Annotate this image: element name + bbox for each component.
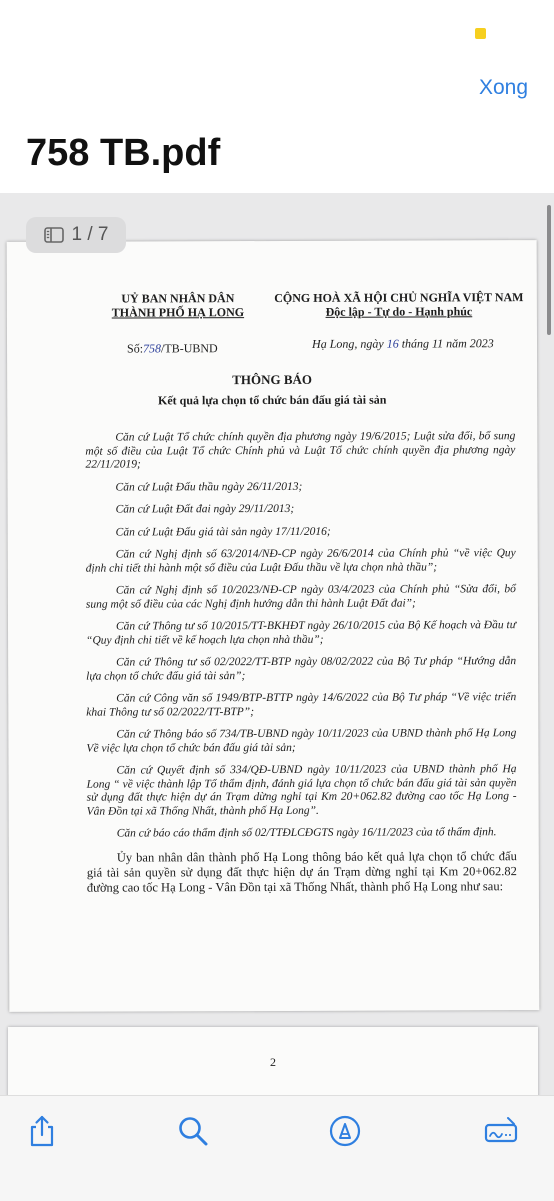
page-indicator-label: 1 / 7 [71, 224, 109, 245]
legal-basis-paragraph: Căn cứ Thông báo số 734/TB-UBND ngày 10/11/2023 của UBND thành phố Hạ Long Về việc lựa chọn tổ chức bán đấu giá tài sản; [86, 727, 517, 755]
doc-number-suffix: /TB-UBND [161, 341, 218, 356]
legal-basis-paragraph: Căn cứ Luật Tổ chức chính quyền địa phương ngày 19/6/2015; Luật sửa đổi, bổ sung một số điều của Luật Tổ chức Chính phủ và Luật Tổ chức chính quyền địa phương ngày 22/11/2019; [85, 430, 516, 471]
pdf-page-2 [8, 1027, 538, 1095]
authority-line-1: UỶ BAN NHÂN DÂN [121, 291, 235, 306]
legal-basis-paragraph: Căn cứ Luật Đấu thầu ngày 26/11/2013; [115, 480, 303, 494]
doc-number-prefix: Số: [127, 341, 144, 356]
pdf-viewer[interactable] [0, 193, 554, 1095]
motto-line: Độc lập - Tự do - Hạnh phúc [325, 304, 473, 319]
announcement-paragraph: Ủy ban nhân dân thành phố Hạ Long thông báo kết quả lựa chọn tổ chức đấu giá tài sản quyền sử dụng đất thực hiện dự án Trạm dừng nghỉ tại Km 20+062.82 đường cao tốc Hạ Long - Vân Đồn tại xã Thống Nhất, thành phố Hạ Long như sau: [86, 848, 517, 895]
date-day-handwritten: 16 [386, 336, 399, 351]
nation-line: CỘNG HOÀ XÃ HỘI CHỦ NGHĨA VIỆT NAM [274, 290, 524, 305]
status-indicator-dot [475, 28, 486, 39]
national-motto [269, 290, 529, 319]
page-number: 2 [270, 1055, 276, 1069]
search-button[interactable] [176, 1114, 210, 1148]
legal-basis-paragraph: Căn cứ Công văn số 1949/BTP-BTTP ngày 14/6/2022 của Bộ Tư pháp “Về việc triển khai Thông tư số 02/2022/TT-BTP”; [86, 691, 517, 719]
document-number [127, 341, 218, 356]
scrollbar[interactable] [547, 205, 551, 335]
doc-number-handwritten: 758 [143, 341, 162, 356]
bottom-toolbar [0, 1095, 554, 1201]
search-icon [176, 1114, 210, 1148]
legal-basis-paragraph: Căn cứ Quyết định số 334/QĐ-UBND ngày 10/11/2023 của UBND thành phố Hạ Long “ về việc thành lập Tổ thẩm định, đánh giá lựa chọn tổ chức bán đấu giá tài sản quyền sử dụng đất thực hiện dự án Trạm dừng nghỉ tại Km 20+062.82 đường cao tốc Hạ Long - Vân Đồn tại xã Thống Nhất, thành phố Hạ Long”. [86, 763, 517, 818]
pdf-page-1 [7, 240, 540, 1012]
legal-basis-paragraph: Căn cứ Luật Đấu giá tài sản ngày 17/11/2016; [115, 525, 331, 539]
legal-basis-paragraph: Căn cứ Luật Đất đai ngày 29/11/2013; [115, 502, 295, 516]
markup-button[interactable] [328, 1114, 362, 1148]
document-title: THÔNG BÁO [232, 371, 313, 388]
document-body [85, 430, 517, 904]
legal-basis-paragraph: Căn cứ Thông tư số 10/2015/TT-BKHĐT ngày 26/10/2015 của Bộ Kế hoạch và Đầu tư “Quy định chi tiết về kế hoạch lựa chọn nhà thầu”; [86, 619, 517, 647]
page-indicator[interactable] [26, 217, 126, 253]
markup-icon [328, 1114, 362, 1148]
date-suffix: tháng 11 năm 2023 [401, 336, 494, 351]
legal-basis-paragraph: Căn cứ Nghị định số 63/2014/NĐ-CP ngày 26/6/2014 của Chính phủ “về việc Quy định chi tiết thi hành một số điều của Luật Đấu thầu về lựa chọn nhà thầu”; [85, 547, 516, 575]
share-icon [25, 1114, 59, 1148]
document-subtitle: Kết quả lựa chọn tổ chức bán đấu giá tài sản [157, 392, 387, 408]
signature-icon [484, 1114, 518, 1148]
file-title: 758 TB.pdf [26, 132, 221, 174]
date-prefix: Hạ Long, ngày [311, 336, 384, 351]
share-button[interactable] [25, 1114, 59, 1148]
done-button[interactable]: Xong [478, 76, 528, 99]
authority-line-2: THÀNH PHỐ HẠ LONG [111, 305, 245, 320]
signature-button[interactable] [484, 1114, 518, 1148]
document-date [312, 336, 494, 352]
legal-basis-paragraph: Căn cứ báo cáo thẩm định số 02/TTĐLCĐGTS ngày 16/11/2023 của tổ thẩm định. [116, 826, 497, 840]
legal-basis-paragraph: Căn cứ Thông tư số 02/2022/TT-BTP ngày 08/02/2022 của Bộ Tư pháp “Hướng dẫn lựa chọn tổ chức đấu giá tài sản”; [86, 655, 517, 683]
sidebar-icon [44, 227, 64, 243]
issuing-authority [103, 291, 253, 320]
legal-basis-paragraph: Căn cứ Nghị định số 10/2023/NĐ-CP ngày 03/4/2023 của Chính phủ “Sửa đổi, bổ sung một số điều của các Nghị định hướng dẫn thi hành Luật Đất đai”; [85, 583, 516, 611]
